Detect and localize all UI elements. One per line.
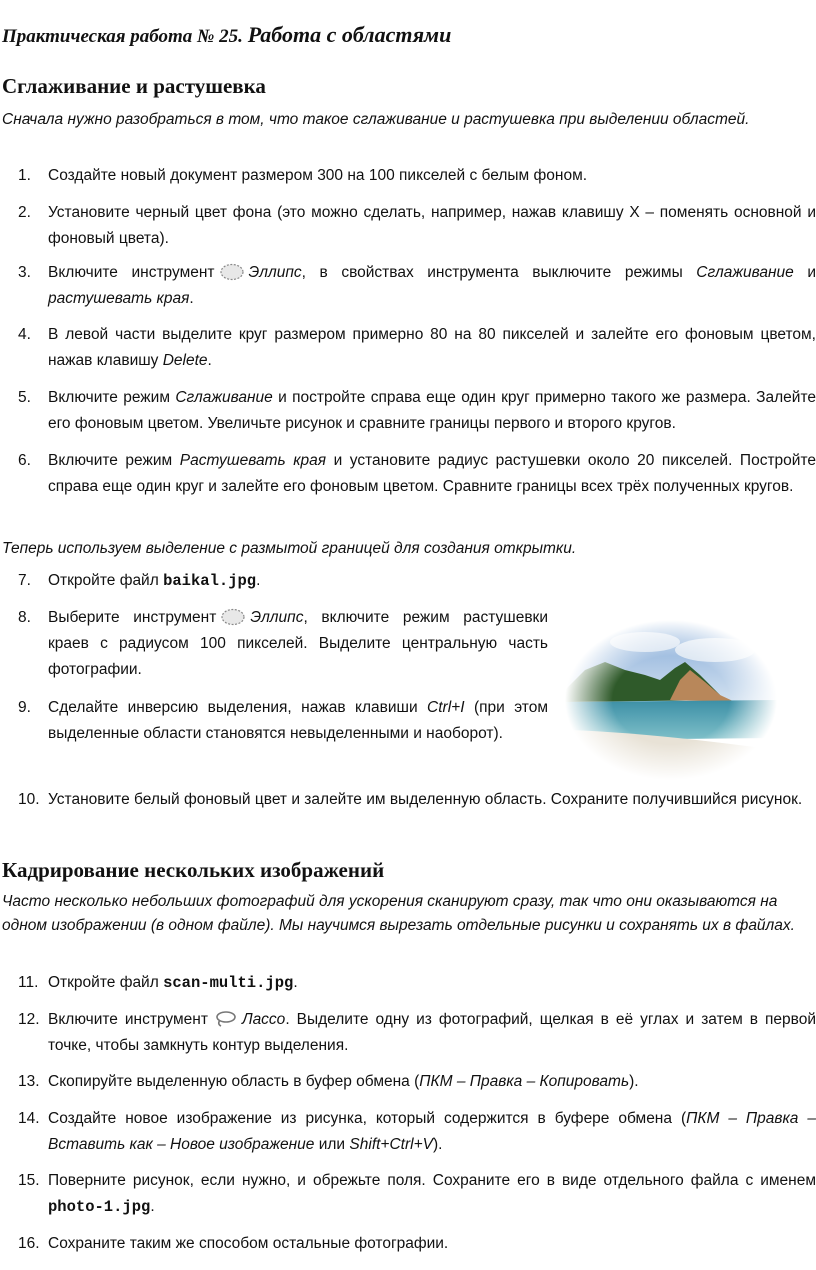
- text-run: Откройте файл: [48, 974, 159, 991]
- text-run: и установите радиус растушевки около 20 пикселей. Постройте справа еще один круг и залейте его фоновым цветом. Сравните границы всех трёх полученных кругов.: [48, 452, 816, 495]
- text-run: Сделайте инверсию выделения, нажав клавиши: [48, 699, 418, 716]
- item-number: 8.: [18, 609, 31, 626]
- text-run: Delete: [162, 352, 208, 369]
- text-run: Ctrl+I: [427, 699, 465, 716]
- file-name: baikal.jpg: [163, 572, 257, 590]
- ellipse-select-icon: [220, 608, 246, 626]
- list-item-14: [18, 1106, 816, 1158]
- text-run: и: [807, 264, 816, 281]
- item-text: [48, 970, 816, 996]
- item-text: Установите белый фоновый цвет и залейте им выделенную область. Сохраните получившийся рисунок.: [48, 791, 803, 808]
- text-run: растушевать края: [48, 290, 190, 307]
- item-number: 3.: [18, 264, 31, 281]
- list-item-9: [18, 695, 548, 747]
- text-run: .: [150, 1198, 155, 1215]
- item-number: 10.: [18, 791, 40, 808]
- text-run: ПКМ – Правка – Вставить как – Новое изображение: [48, 1110, 816, 1153]
- text-run: или: [318, 1136, 346, 1153]
- list-item-4: [18, 322, 816, 374]
- text-run: Откройте файл: [48, 572, 159, 589]
- text-run: Растушевать края: [179, 452, 327, 469]
- item-text: [48, 605, 548, 683]
- text-run: ПКМ – Правка – Копировать: [419, 1073, 630, 1090]
- text-run: Выберите инструмент: [48, 609, 217, 626]
- item-text: [48, 1069, 816, 1095]
- list-item-12: [18, 1007, 816, 1059]
- text-run: (при этом выделенные области становятся невыделенными и наоборот).: [48, 699, 548, 742]
- list-item-7: [18, 568, 816, 594]
- lasso-icon: [212, 1010, 238, 1028]
- title-part2: Работа с областями: [247, 22, 452, 47]
- section1-intro: Сначала нужно разобраться в том, что такое сглаживание и растушевка при выделении областей.: [2, 111, 750, 128]
- text-run: Поверните рисунок, если нужно, и обрежьте поля. Сохраните его в виде отдельного файла с именем: [48, 1172, 816, 1189]
- text-run: .: [189, 290, 194, 307]
- text-run: .: [207, 352, 212, 369]
- text-run: В левой части выделите круг размером примерно 80 на 80 пикселей и залейте его фоновым цветом, нажав клавишу: [48, 326, 816, 369]
- text-run: Включите инструмент: [48, 1011, 208, 1028]
- list-item-15: [18, 1168, 816, 1220]
- item-text: [48, 260, 816, 312]
- text-run: .: [293, 974, 298, 991]
- item-number: 11.: [18, 974, 39, 991]
- text-run: Включите режим: [48, 389, 170, 406]
- item-text: Установите черный цвет фона (это можно сделать, например, нажав клавишу X – поменять основной и фоновый цвета).: [48, 204, 816, 247]
- file-name: scan-multi.jpg: [163, 974, 294, 992]
- text-run: Сглаживание: [175, 389, 273, 406]
- ellipse-select-icon: [219, 263, 245, 281]
- item-text: [48, 1168, 816, 1220]
- text-run: , в свойствах инструмента выключите режимы: [301, 264, 683, 281]
- baikal-vignette-photo: [565, 620, 777, 780]
- section1-heading: Сглаживание и растушевка: [2, 74, 266, 98]
- item-number: 15.: [18, 1172, 40, 1189]
- item-number: 7.: [18, 572, 31, 589]
- section2-intro: Часто несколько небольших фотографий для ускорения сканируют сразу, так что они оказываются на одном изображении (в одном файле). Мы научимся вырезать отдельные рисунки и сохранять их в файлах.: [2, 893, 795, 934]
- list-item-16: [18, 1231, 816, 1257]
- list-item-10: [18, 787, 816, 813]
- file-name: photo-1.jpg: [48, 1198, 151, 1216]
- text-run: ).: [629, 1073, 639, 1090]
- item-text: [48, 568, 816, 594]
- item-text: [48, 1007, 816, 1059]
- list-item-3: [18, 260, 816, 312]
- list-item-13: [18, 1069, 816, 1095]
- text-run: Включите режим: [48, 452, 173, 469]
- item-text: [48, 322, 816, 374]
- section2-heading: Кадрирование нескольких изображений: [2, 858, 385, 882]
- text-run: Shift+Ctrl+V: [349, 1136, 433, 1153]
- text-run: , включите режим растушевки краев с радиусом 100 пикселей. Выделите центральную часть фотографии.: [48, 609, 548, 678]
- item-number: 16.: [18, 1235, 40, 1252]
- item-number: 1.: [18, 167, 31, 184]
- item-text: [48, 448, 816, 500]
- item-number: 14.: [18, 1110, 40, 1127]
- text-run: Создайте новое изображение из рисунка, который содержится в буфере обмена (: [48, 1110, 687, 1127]
- list-item-1: [18, 163, 816, 189]
- text-run: .: [256, 572, 261, 589]
- list-item-11: [18, 970, 816, 996]
- item-text: [48, 385, 816, 437]
- item-number: 6.: [18, 452, 31, 469]
- item-text: [48, 1106, 816, 1158]
- title-part1: Практическая работа № 25.: [2, 26, 243, 47]
- text-run: Скопируйте выделенную область в буфер обмена (: [48, 1073, 420, 1090]
- text-run: и постройте справа еще один круг примерно такого же размера. Залейте его фоновым цветом. Увеличьте рисунок и сравните границы первого и второго кругов.: [48, 389, 816, 432]
- item-number: 5.: [18, 389, 31, 406]
- item-text: Создайте новый документ размером 300 на 100 пикселей с белым фоном.: [48, 167, 588, 184]
- list-item-5: [18, 385, 816, 437]
- text-run: Сглаживание: [696, 264, 794, 281]
- list-item-6: [18, 448, 816, 500]
- text-run: Включите инструмент: [48, 264, 215, 281]
- item-text: Сохраните таким же способом остальные фотографии.: [48, 1235, 449, 1252]
- text-run: Эллипс: [250, 609, 304, 626]
- item-number: 13.: [18, 1073, 40, 1090]
- item-number: 9.: [18, 699, 31, 716]
- text-run: ).: [432, 1136, 443, 1153]
- item-text: [48, 695, 548, 747]
- text-run: Эллипс: [248, 264, 302, 281]
- item-number: 2.: [18, 204, 31, 221]
- section1b-intro: Теперь используем выделение с размытой границей для создания открытки.: [2, 540, 577, 557]
- text-run: Лассо: [241, 1011, 286, 1028]
- text-run: . Выделите одну из фотографий, щелкая в её углах и затем в первой точке, чтобы замкнуть контур выделения.: [48, 1011, 816, 1054]
- item-number: 12.: [18, 1011, 40, 1028]
- list-item-8: [18, 605, 548, 683]
- page-title: [2, 22, 451, 48]
- item-number: 4.: [18, 326, 31, 343]
- list-item-2: [18, 200, 816, 252]
